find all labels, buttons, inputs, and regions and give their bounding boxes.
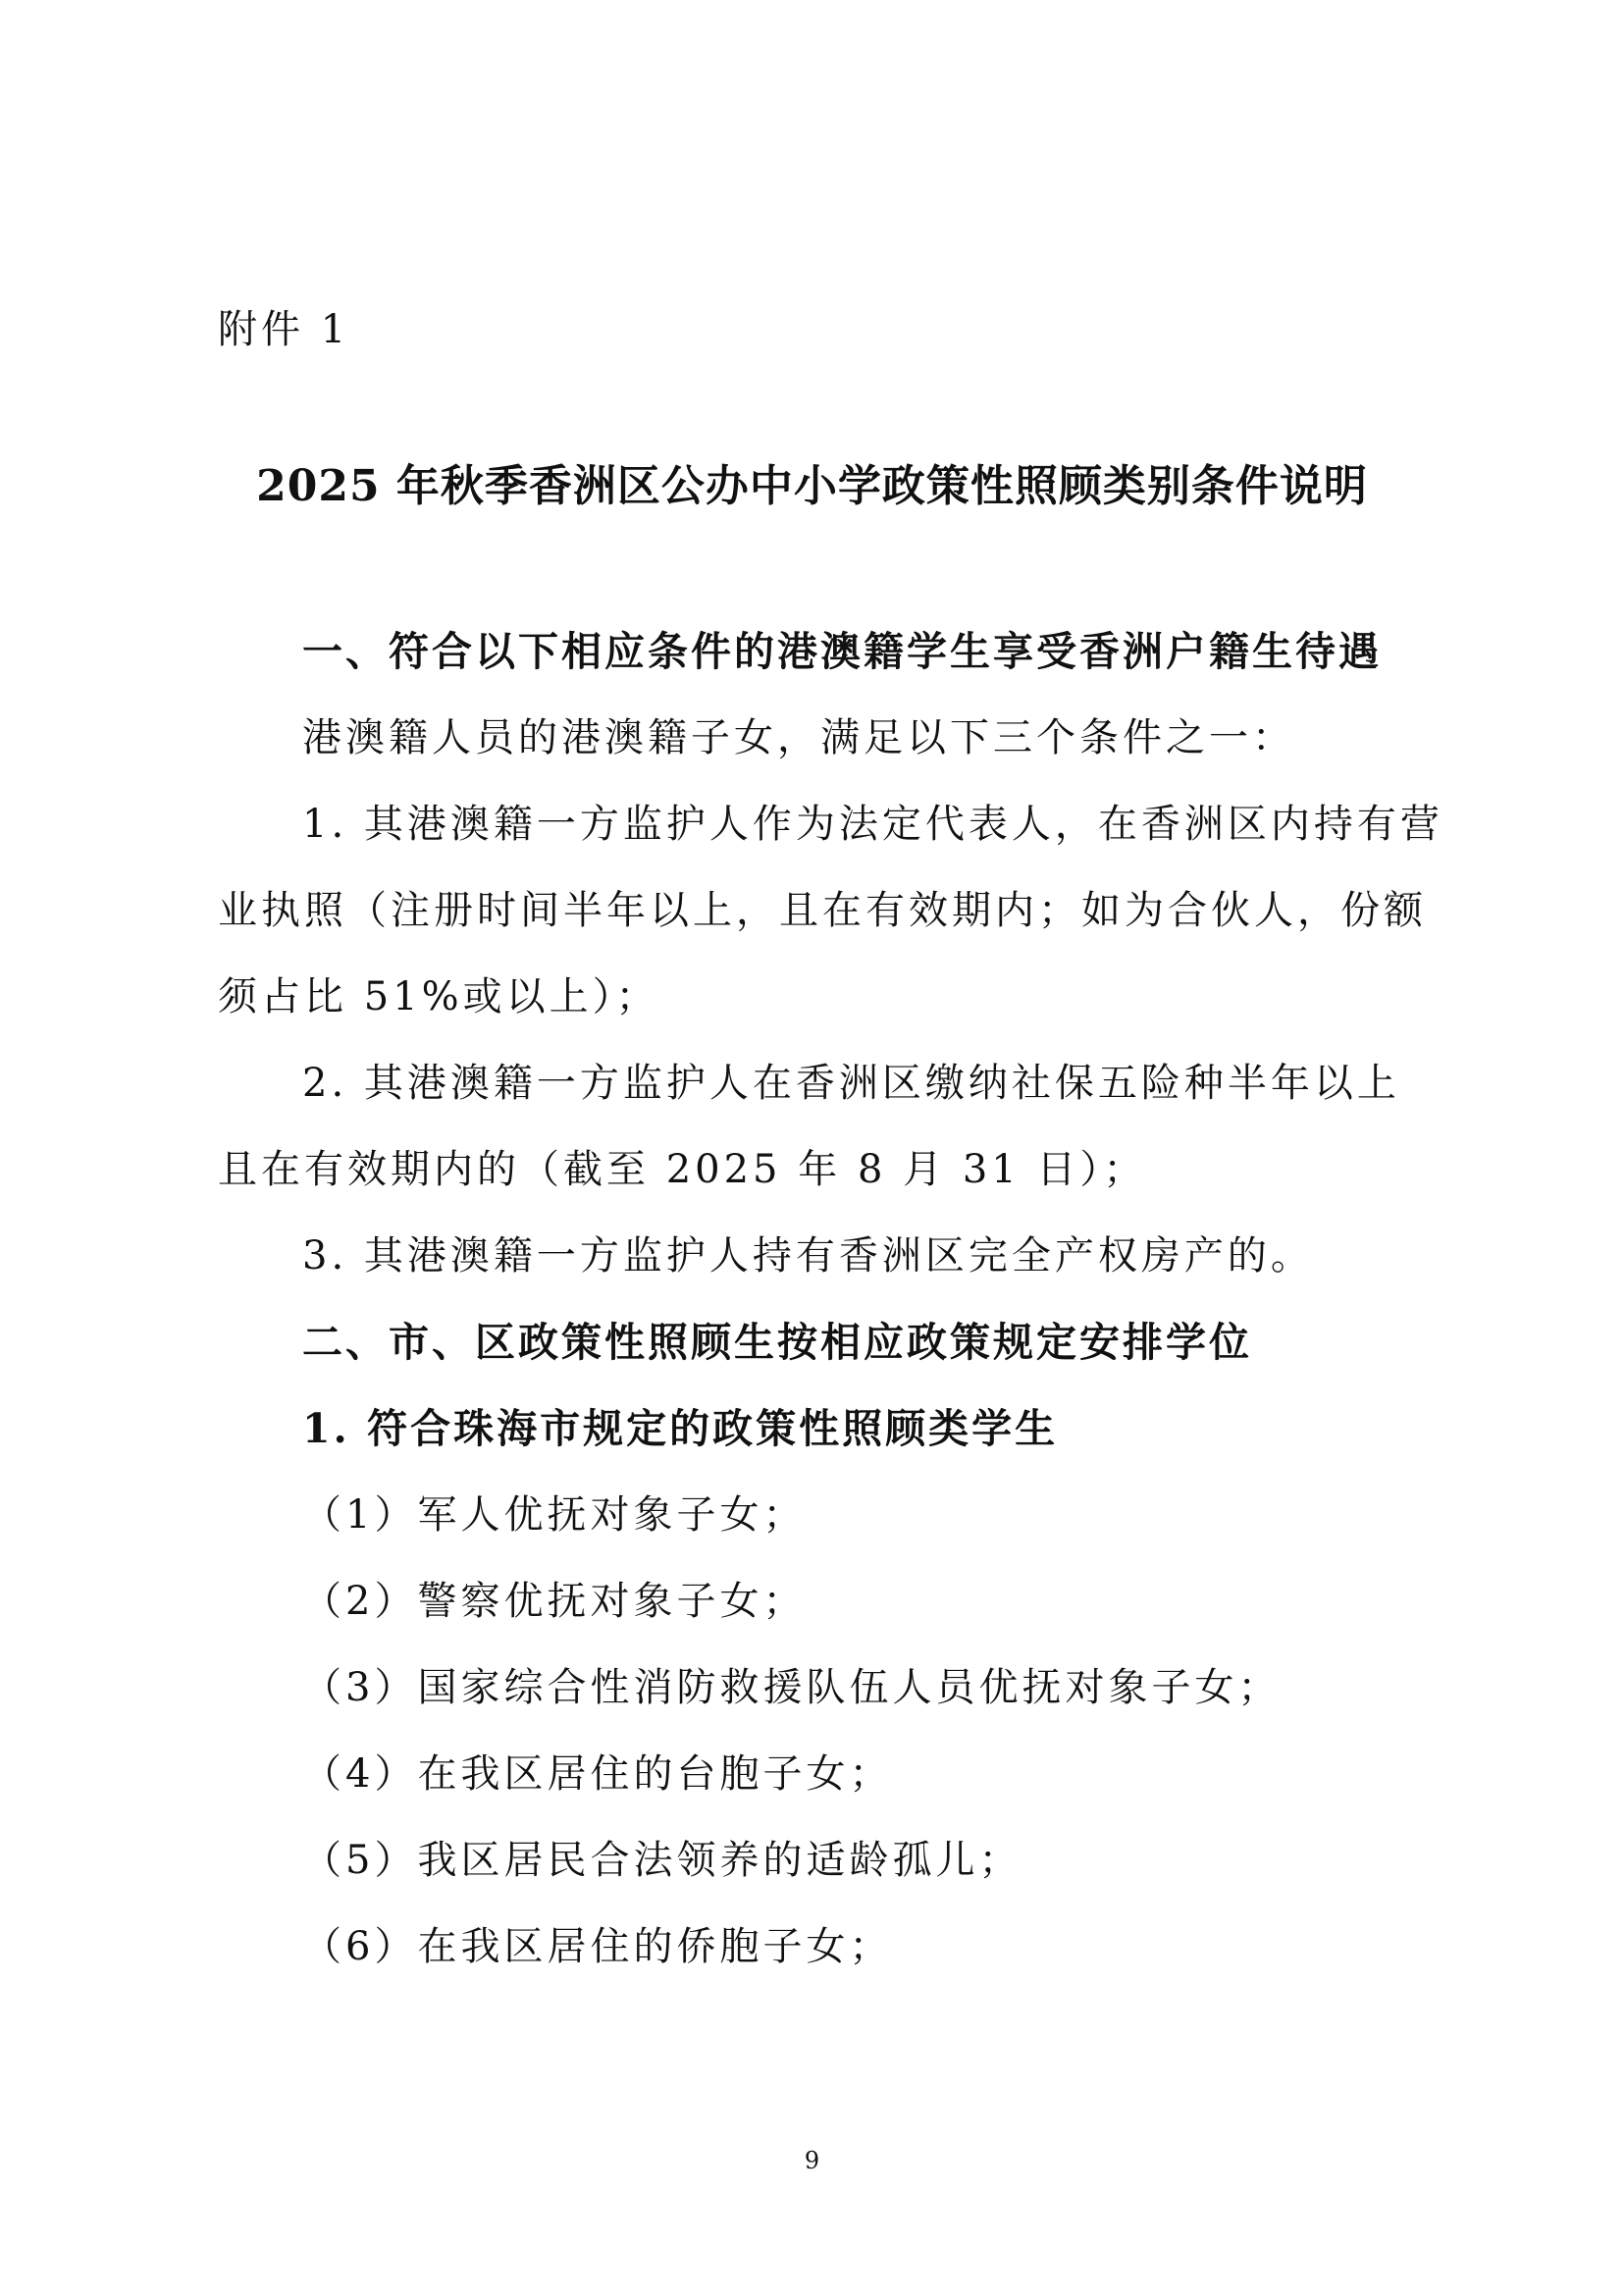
section1-intro: 港澳籍人员的港澳籍子女，满足以下三个条件之一： — [302, 715, 1295, 760]
section2-heading: 二、市、区政策性照顾生按相应政策规定安排学位 — [302, 1319, 1252, 1366]
page-number: 9 — [804, 2147, 820, 2174]
document-title: 2025 年秋季香洲区公办中小学政策性照顾类别条件说明 — [256, 461, 1368, 511]
section1-item2-line2: 且在有效期内的（截至 2025 年 8 月 31 日）； — [218, 1147, 1147, 1192]
list-item: （2）警察优抚对象子女； — [302, 1579, 807, 1624]
section1-heading: 一、符合以下相应条件的港澳籍学生享受香洲户籍生待遇 — [302, 628, 1382, 675]
section1-item1-line3: 须占比 51%或以上）； — [218, 974, 659, 1019]
list-item: （4）在我区居住的台胞子女； — [302, 1751, 893, 1797]
list-item: （6）在我区居住的侨胞子女； — [302, 1924, 893, 1969]
section1-item1-line1: 1. 其港澳籍一方监护人作为法定代表人，在香洲区内持有营 — [302, 802, 1443, 847]
section2-sub1-heading: 1. 符合珠海市规定的政策性照顾类学生 — [302, 1405, 1059, 1452]
list-item: （1）军人优抚对象子女； — [302, 1492, 807, 1538]
list-item: （3）国家综合性消防救援队伍人员优抚对象子女； — [302, 1665, 1282, 1710]
section1-item3-line1: 3. 其港澳籍一方监护人持有香洲区完全产权房产的。 — [302, 1233, 1314, 1278]
list-item: （5）我区居民合法领养的适龄孤儿； — [302, 1838, 1022, 1883]
section1-item2-line1: 2. 其港澳籍一方监护人在香洲区缴纳社保五险种半年以上 — [302, 1061, 1400, 1106]
attachment-label: 附件 1 — [218, 307, 350, 352]
section1-item1-line2: 业执照（注册时间半年以上，且在有效期内；如为合伙人，份额 — [218, 888, 1427, 933]
